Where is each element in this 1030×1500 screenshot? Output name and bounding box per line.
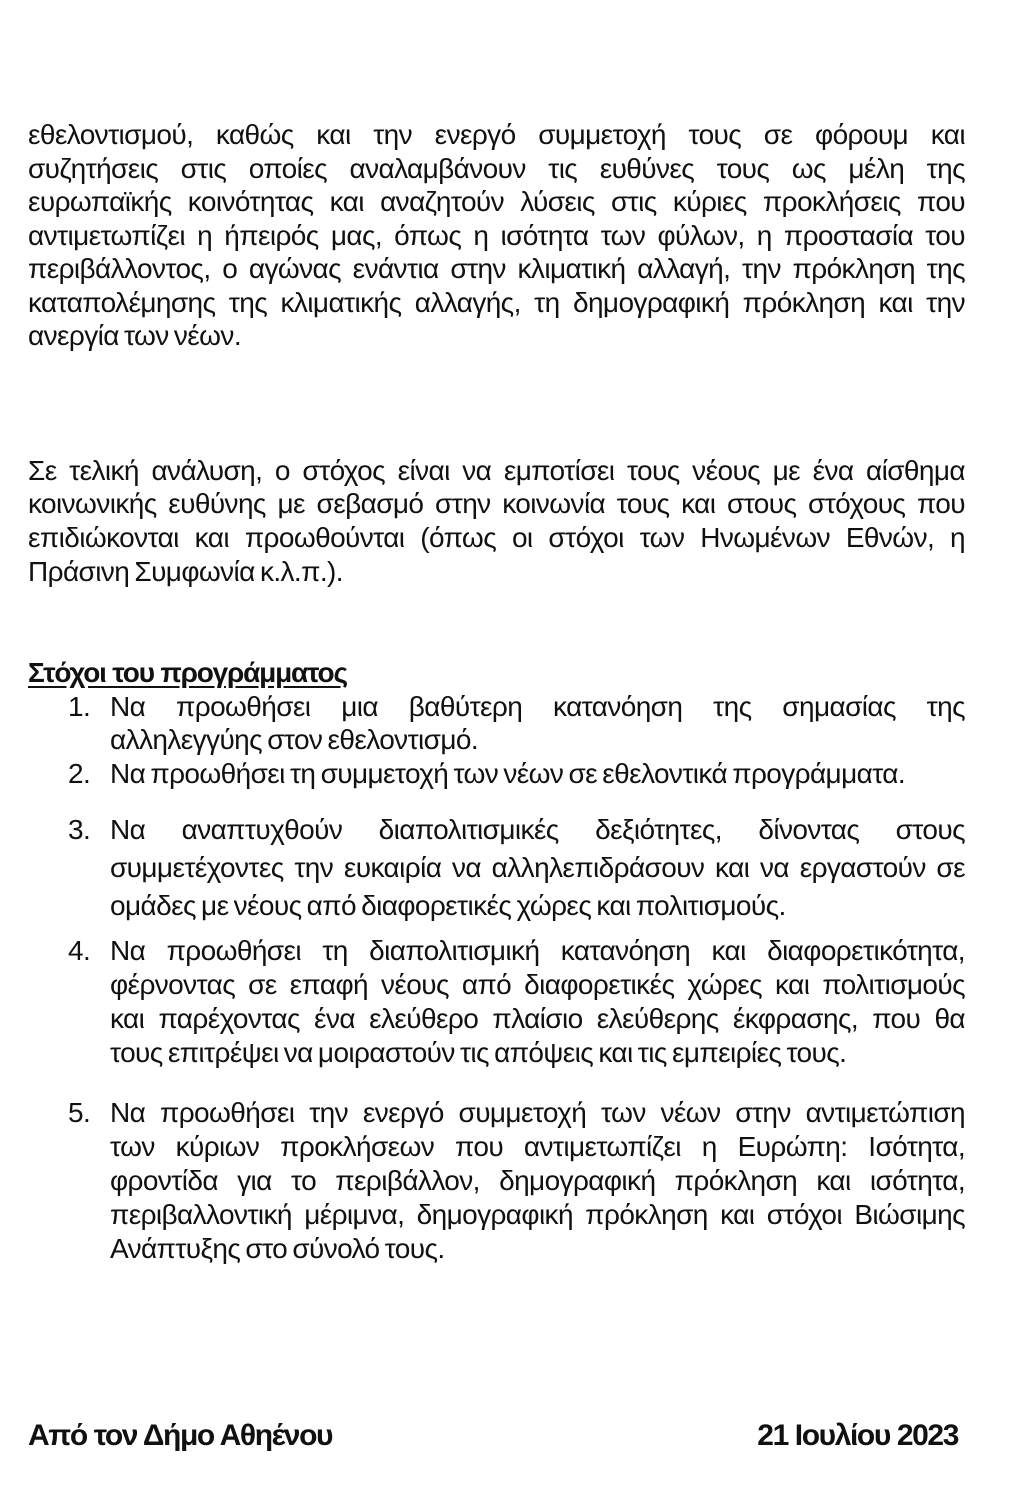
list-number: 3. — [68, 814, 91, 845]
paragraph-line: ανεργία των νέων. — [28, 320, 242, 351]
list-item-line: αλληλεγγύης στον εθελοντισμό. — [110, 724, 479, 755]
list-item-line: Ανάπτυξης στο σύνολό τους. — [110, 1233, 445, 1264]
list-item-line: Να αναπτυχθούν διαπολιτισμικές δεξιότητες, δίνοντας στους — [110, 814, 965, 845]
list-item-line: Να προωθήσει τη διαπολιτισμική κατανόηση και διαφορετικότητα, — [110, 935, 965, 966]
list-item-line: φροντίδα για το περιβάλλον, δημογραφική πρόκληση και ισότητα, — [110, 1165, 965, 1196]
paragraph-line: συζητήσεις στις οποίες αναλαμβάνουν τις ευθύνες τους ως μέλη της — [28, 153, 965, 184]
paragraph-line: Σε τελική ανάλυση, ο στόχος είναι να εμποτίσει τους νέους με ένα αίσθημα — [28, 455, 965, 486]
footer-date: 21 Ιουλίου 2023 — [757, 1419, 958, 1452]
list-item-line: ομάδες με νέους από διαφορετικές χώρες και πολιτισμούς. — [110, 890, 786, 921]
paragraph-line: εθελοντισμού, καθώς και την ενεργό συμμετοχή τους σε φόρουμ και — [28, 119, 965, 150]
list-item-line: των κύριων προκλήσεων που αντιμετωπίζει η Ευρώπη: Ισότητα, — [110, 1131, 965, 1162]
list-item-line: Να προωθήσει τη συμμετοχή των νέων σε εθελοντικά προγράμματα. — [110, 758, 906, 789]
paragraph-line: επιδιώκονται και προωθούνται (όπως οι στόχοι των Ηνωμένων Εθνών, η — [28, 522, 965, 553]
list-number: 1. — [68, 691, 91, 722]
footer-author: Από τον Δήμο Αθηένου — [28, 1419, 333, 1452]
list-number: 5. — [68, 1097, 91, 1128]
paragraph-line: Πράσινη Συμφωνία κ.λ.π.). — [28, 556, 343, 587]
list-item-line: περιβαλλοντική μέριμνα, δημογραφική πρόκληση και στόχοι Βιώσιμης — [110, 1199, 965, 1230]
list-item-line: και παρέχοντας ένα ελεύθερο πλαίσιο ελεύθερης έκφρασης, που θα — [110, 1003, 965, 1034]
paragraph-line: περιβάλλοντος, ο αγώνας ενάντια στην κλιματική αλλαγή, την πρόκληση της — [28, 253, 965, 284]
list-item-line: Να προωθήσει μια βαθύτερη κατανόηση της σημασίας της — [110, 691, 965, 722]
paragraph-line: αντιμετωπίζει η ήπειρός μας, όπως η ισότητα των φύλων, η προστασία του — [28, 220, 965, 251]
paragraph-line: καταπολέμησης της κλιματικής αλλαγής, τη δημογραφική πρόκληση και την — [28, 287, 965, 318]
list-item-line: Να προωθήσει την ενεργό συμμετοχή των νέων στην αντιμετώπιση — [110, 1097, 965, 1128]
list-item-line: φέρνοντας σε επαφή νέους από διαφορετικές χώρες και πολιτισμούς — [110, 969, 965, 1000]
list-number: 2. — [68, 758, 91, 789]
objectives-heading: Στόχοι του προγράμματος — [28, 657, 347, 688]
list-item-line: συμμετέχοντες την ευκαιρία να αλληλεπιδράσουν και να εργαστούν σε — [110, 852, 965, 883]
paragraph-line: ευρωπαϊκής κοινότητας και αναζητούν λύσεις στις κύριες προκλήσεις που — [28, 186, 965, 217]
list-item-line: τους επιτρέψει να μοιραστούν τις απόψεις και τις εμπειρίες τους. — [110, 1037, 847, 1068]
paragraph-line: κοινωνικής ευθύνης με σεβασμό στην κοινωνία τους και στους στόχους που — [28, 488, 965, 519]
list-number: 4. — [68, 935, 91, 966]
